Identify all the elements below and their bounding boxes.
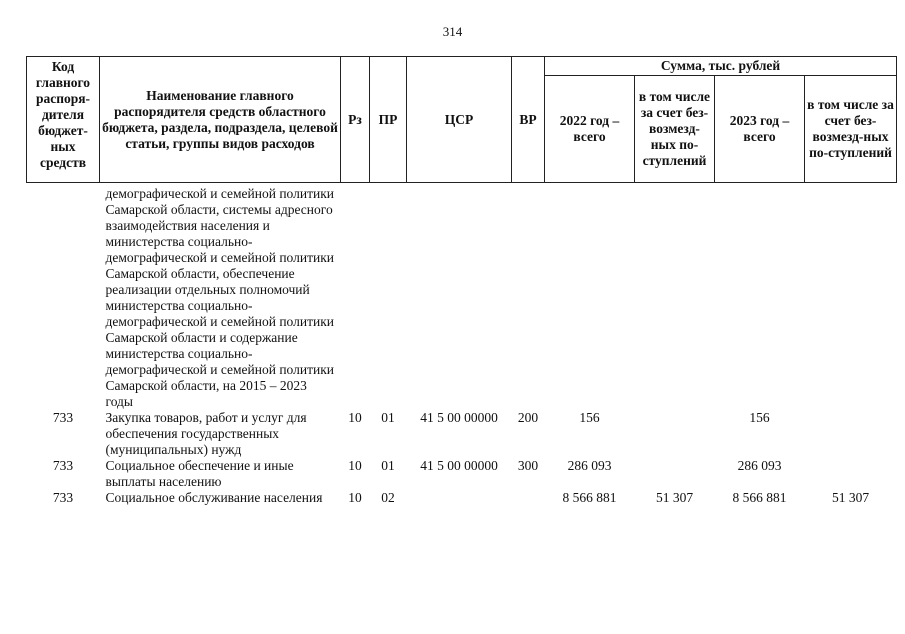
cell-csr bbox=[407, 490, 512, 506]
header-pr: ПР bbox=[370, 57, 407, 183]
cell-name: Социальное обеспечение и иные выплаты населению bbox=[105, 458, 294, 489]
header-2022-total: 2022 год – всего bbox=[545, 76, 635, 183]
cell-csr bbox=[407, 186, 512, 410]
cell-pr bbox=[370, 186, 407, 410]
cell-2022-total: 286 093 bbox=[567, 458, 612, 473]
cell-2022-free: 51 307 bbox=[655, 490, 694, 505]
cell-name: демографической и семейной политики Самарской области, системы адресного взаимодействия населения и министерства социально-демографической и семейной политики Самарской области, обеспечение реализации отдельных полномочий министерства социально-демографической и семейной политики Самарской области и содержание министерства социально-демографической и семейной политики Самарской области, на 2015 – 2023 годы bbox=[105, 186, 334, 409]
cell-rz: 10 bbox=[348, 490, 362, 505]
cell-code: 733 bbox=[52, 490, 74, 505]
cell-rz bbox=[341, 186, 370, 410]
budget-table bbox=[26, 56, 897, 506]
cell-code: 733 bbox=[52, 410, 74, 425]
header-code: Код главного распоря-дителя бюджет-ных средств bbox=[27, 57, 100, 183]
cell-2023-free bbox=[805, 458, 897, 490]
cell-rz: 10 bbox=[348, 410, 362, 425]
cell-vr bbox=[512, 186, 545, 410]
cell-pr: 02 bbox=[381, 490, 395, 505]
cell-2023-free: 51 307 bbox=[831, 490, 870, 505]
cell-vr bbox=[512, 490, 545, 506]
cell-pr: 01 bbox=[381, 410, 395, 425]
cell-2023-total: 286 093 bbox=[737, 458, 782, 473]
header-rz: Рз bbox=[341, 57, 370, 183]
cell-vr: 300 bbox=[517, 458, 539, 473]
cell-name: Социальное обслуживание населения bbox=[105, 490, 323, 505]
table-body bbox=[27, 183, 897, 507]
cell-2023-total: 156 bbox=[749, 410, 770, 425]
table-row bbox=[27, 410, 897, 458]
header-2022-free: в том числе за счет без-возмезд-ных по-ступлений bbox=[635, 76, 715, 183]
cell-2023-total: 8 566 881 bbox=[732, 490, 787, 505]
cell-rz: 10 bbox=[348, 458, 362, 473]
cell-2022-total: 156 bbox=[579, 410, 600, 425]
cell-name: Закупка товаров, работ и услуг для обеспечения государственных (муниципальных) нужд bbox=[105, 410, 307, 457]
header-csr: ЦСР bbox=[407, 57, 512, 183]
cell-csr: 41 5 00 00000 bbox=[420, 410, 498, 425]
cell-2023-free bbox=[805, 410, 897, 458]
header-sum: Сумма, тыс. рублей bbox=[545, 57, 897, 76]
cell-2022-free bbox=[635, 410, 715, 458]
table-row bbox=[27, 186, 897, 410]
cell-2022-total bbox=[545, 186, 635, 410]
cell-code bbox=[27, 186, 100, 410]
table-row bbox=[27, 490, 897, 506]
cell-code: 733 bbox=[52, 458, 74, 473]
table-header bbox=[27, 57, 897, 183]
table-row bbox=[27, 458, 897, 490]
header-2023-total: 2023 год – всего bbox=[715, 76, 805, 183]
page-number: 314 bbox=[442, 24, 463, 39]
cell-2022-free bbox=[635, 458, 715, 490]
header-2023-free: в том числе за счет без-возмезд-ных по-ступлений bbox=[805, 76, 897, 183]
cell-vr: 200 bbox=[517, 410, 539, 425]
cell-2023-total bbox=[715, 186, 805, 410]
header-name: Наименование главного распорядителя средств областного бюджета, раздела, подраздела, целевой статьи, группы видов расходов bbox=[100, 57, 341, 183]
cell-2022-total: 8 566 881 bbox=[562, 490, 617, 505]
cell-csr: 41 5 00 00000 bbox=[420, 458, 498, 473]
cell-2023-free bbox=[805, 186, 897, 410]
cell-2022-free bbox=[635, 186, 715, 410]
header-vr: ВР bbox=[512, 57, 545, 183]
cell-pr: 01 bbox=[381, 458, 395, 473]
